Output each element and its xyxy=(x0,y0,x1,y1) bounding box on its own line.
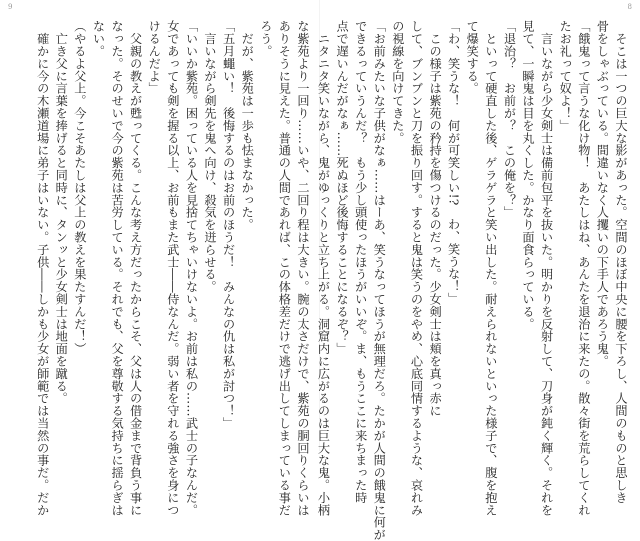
left-page xyxy=(0,0,320,516)
text-line: ありそうに見えた。普通の人間であれば、この体格差だけで逃げ出してしまっている事だ xyxy=(277,20,292,516)
page-number-left: 9 xyxy=(8,3,13,11)
page-number-right: 8 xyxy=(627,3,632,11)
right-page-text xyxy=(316,20,630,541)
text-line: できるっていうんだ？ もう少し頭使ったほうがいいぞ。ま、もうここに来ちまった時 xyxy=(353,20,368,504)
text-line: たお礼って奴よ！」 xyxy=(558,20,573,132)
text-line: 言いながら剣先を鬼へ向け、殺気を迸らせる。 xyxy=(203,20,218,293)
text-line: といって硬直した後、ゲラゲラと笑い出した。耐えられないといった様子で、腹を抱え xyxy=(483,20,498,516)
text-line: 「餓鬼って言うな化け物！ あたしはね、あんたを退治に来たの。散々街を荒らしてくれ xyxy=(576,20,591,516)
text-line: の視線を向けてきた。 xyxy=(390,20,405,144)
text-line: な紫苑より一回り……いや、二回り程は大きい。腕の太さだけで、紫苑の胴回りくらいは xyxy=(296,20,310,516)
text-line: 「お前みたいな子供がなぁ……はーあ、笑うなってほうが無理だろ。たかが人間の餓鬼に何が xyxy=(372,20,387,541)
text-line: 「わ、笑うな！ 何が可笑しい!? わ、笑うな！」 xyxy=(446,20,461,305)
text-line: 「退治？ お前が？ この俺を？」 xyxy=(502,20,517,219)
text-line: ない。 xyxy=(91,20,106,58)
text-line: だが、紫苑は一歩も怯まなかった。 xyxy=(240,20,255,231)
text-line: ニタニタ笑いながら、鬼がゆっくりと立ち上がる。洞窟内に広がるのは巨大な鬼。小柄 xyxy=(316,20,331,516)
text-line: そこは一つの巨大な影があった。空間のほぼ中央に腰を下ろし、人間のものと思しき xyxy=(614,20,628,504)
text-line: 点で遅いんだがなぁ……死ぬほど後悔することになるぞ？」 xyxy=(335,20,350,355)
text-line: 父親の教えが甦ってくる。こんな考え方だったからこそ、父は人の借金まで背負う事に xyxy=(128,20,143,516)
text-line: 見て、一瞬鬼は目を丸くした。かなり面食らっている。 xyxy=(521,20,536,330)
text-line: なった。そのせいで今の紫苑は苦労している。それでも、父を尊敬する気持ちに揺らぎは xyxy=(110,20,125,516)
text-line: 「五月蠅い！ 後悔するのはお前のほうだ！ みんなの仇は私が討つ！」 xyxy=(221,20,236,430)
left-page-text xyxy=(12,20,312,516)
text-line: して、ブンブンと刀を振り回す。すると鬼は笑うのをやめ、心底同情するような、哀れみ xyxy=(409,20,424,516)
right-page xyxy=(316,0,640,541)
text-line: 「いいか紫苑。困っている人を見捨てちゃいけないよ。お前は私の……武士の子なんだ。 xyxy=(184,20,199,516)
text-line: て爆笑する。 xyxy=(465,20,480,95)
text-line: けるんだよ」 xyxy=(147,20,162,95)
text-line: 確かに今の木瀬道場に弟子はいない。子供――しかも少女が師範では当然の事だ。だか xyxy=(35,20,50,516)
text-line: 亡き父に言葉を捧げると同時に、タンッと少女剣士は地面を蹴る。 xyxy=(54,20,69,405)
text-line: この様子は紫苑の矜持を傷つけるのだった。少女剣士は頬を真っ赤に xyxy=(428,20,443,417)
text-line: 骨をしゃぶっている。間違いなく人攫いの下手人であろう鬼。 xyxy=(595,20,610,368)
text-line: 言いながら少女剣士は備前包平を抜いた。明かりを反射して、刀身が鈍く輝く。それを xyxy=(539,20,554,516)
text-line: ろう。 xyxy=(258,20,273,58)
text-line: 女であっても剣を握る以上、お前もまた武士――侍なんだ。弱い者を守れる強さを身につ xyxy=(165,20,180,516)
text-line: （やるよ父上。今こそあたしは父上の教えを果たすんだ！） xyxy=(72,20,87,355)
